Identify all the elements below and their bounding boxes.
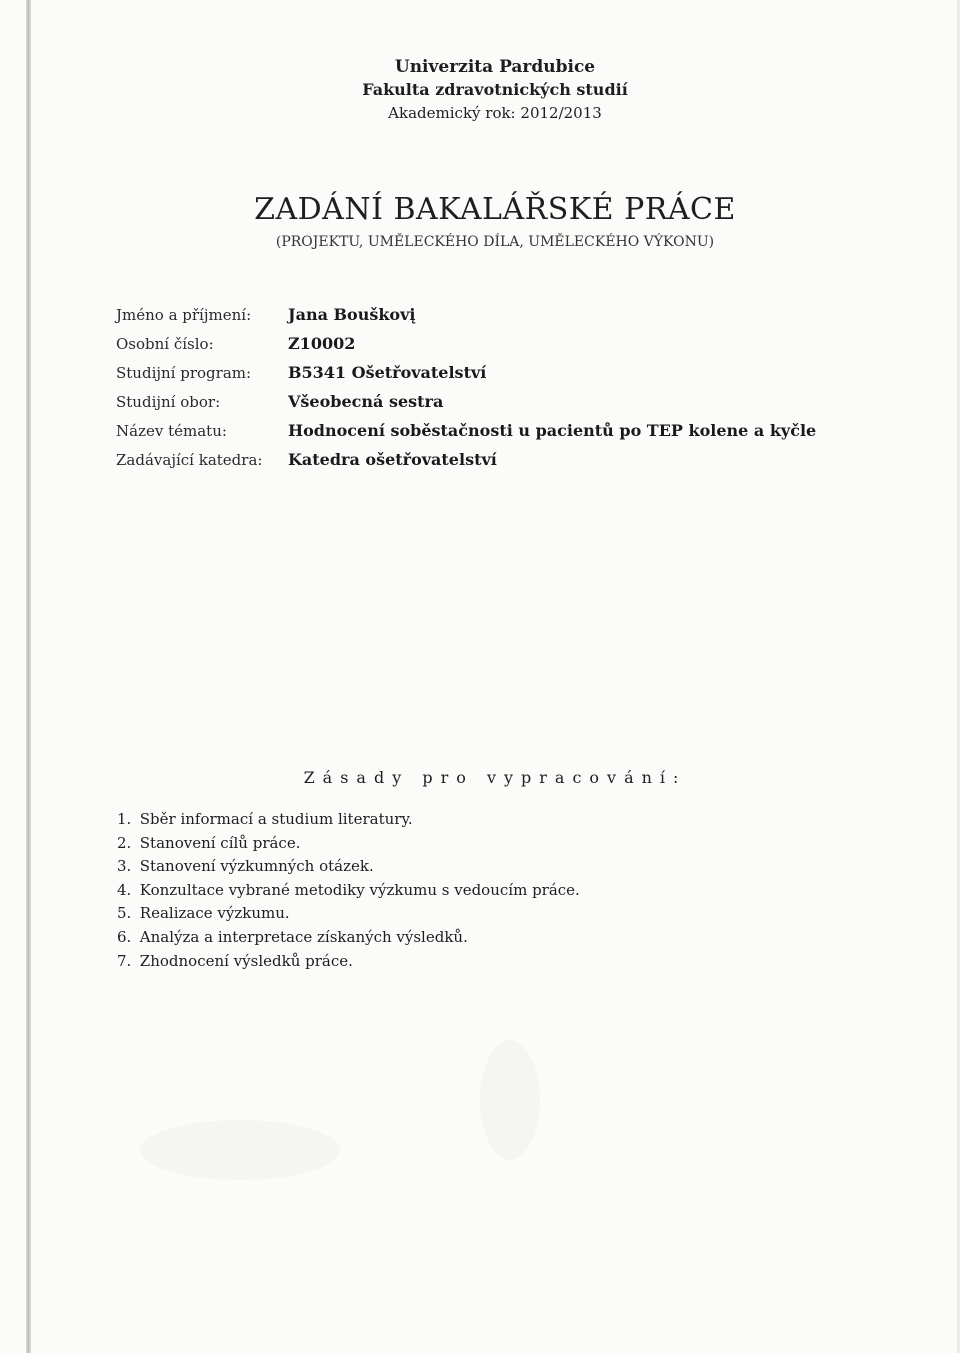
- list-item: [117, 926, 580, 950]
- info-label: Studijní program:: [116, 364, 252, 382]
- faculty-name: Fakulta zdravotnických studií: [362, 80, 628, 99]
- info-value: Hodnocení soběstačnosti u pacientů po TEP kolene a kyčle: [288, 421, 817, 440]
- list-item-text: Stanovení cílů práce.: [139, 833, 301, 852]
- principles-heading: Zásady pro vypracování:: [303, 768, 687, 787]
- list-item-number: 4.: [117, 880, 132, 899]
- info-value: B5341 Ošetřovatelství: [288, 363, 487, 382]
- list-item: [117, 902, 580, 926]
- info-label: Studijní obor:: [116, 393, 221, 411]
- scan-smudge: [140, 1120, 340, 1180]
- list-item-number: 2.: [117, 833, 132, 852]
- document-title: ZADÁNÍ BAKALÁŘSKÉ PRÁCE: [254, 192, 736, 227]
- document-subtitle: (PROJEKTU, UMĚLECKÉHO DÍLA, UMĚLECKÉHO VÝKONU): [275, 234, 715, 250]
- info-row: [116, 363, 816, 392]
- list-item-text: Realizace výzkumu.: [139, 904, 290, 923]
- info-row: [116, 305, 816, 334]
- list-item-number: 3.: [117, 857, 132, 876]
- info-value: Z10002: [288, 334, 356, 353]
- info-value: Katedra ošetřovatelství: [288, 450, 497, 469]
- academic-year-value: 2012/2013: [520, 104, 602, 122]
- academic-year: [0, 101, 960, 125]
- list-item: [117, 950, 580, 974]
- list-item-number: 5.: [117, 904, 132, 923]
- academic-year-label: Akademický rok:: [388, 104, 516, 122]
- info-label: Název tématu:: [116, 422, 227, 440]
- document-header: [0, 56, 960, 125]
- info-label: Jméno a příjmení:: [116, 306, 252, 324]
- list-item-number: 6.: [117, 927, 132, 946]
- list-item-text: Analýza a interpretace získaných výsledků.: [139, 927, 468, 946]
- university-name: Univerzita Pardubice: [394, 57, 596, 77]
- list-item-text: Sběr informací a studium literatury.: [139, 810, 413, 828]
- list-item: [117, 832, 580, 856]
- scan-smudge: [480, 1040, 540, 1160]
- info-row: [116, 421, 816, 450]
- list-item: [117, 855, 580, 879]
- title-block: [0, 190, 960, 254]
- list-item: [117, 808, 580, 832]
- info-value: Jana Bouškovį: [288, 305, 416, 324]
- info-row: [116, 392, 816, 421]
- list-item: [117, 879, 580, 903]
- info-label: Osobní číslo:: [116, 335, 214, 353]
- info-value: Všeobecná sestra: [288, 392, 444, 411]
- list-item-number: 7.: [117, 951, 132, 970]
- student-info: [116, 305, 816, 479]
- list-item-text: Stanovení výzkumných otázek.: [139, 857, 374, 876]
- info-label: Zadávající katedra:: [116, 451, 263, 469]
- principles-list: [117, 808, 580, 973]
- info-row: [116, 334, 816, 363]
- list-item-number: 1.: [117, 810, 132, 828]
- list-item-text: Zhodnocení výsledků práce.: [139, 951, 353, 970]
- list-item-text: Konzultace vybrané metodiky výzkumu s vedoucím práce.: [139, 880, 580, 899]
- info-row: [116, 450, 816, 479]
